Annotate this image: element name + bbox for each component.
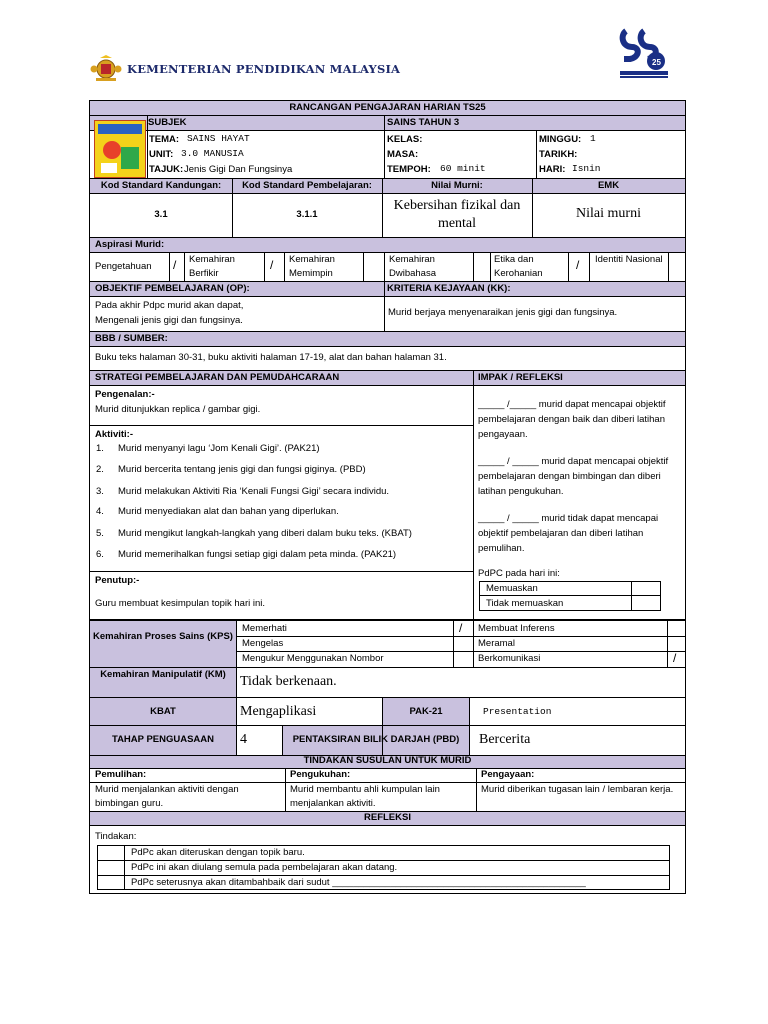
- ts25-logo-icon: [618, 25, 670, 85]
- pengenalan-value: Murid ditunjukkan replica / gambar gigi.: [95, 404, 261, 415]
- aktiviti-item: Murid melakukan Aktiviti Ria ‘Kenali Fungsi Gigi’ secara individu.: [118, 486, 390, 497]
- pengayaan-label: Pengayaan:: [481, 769, 535, 780]
- aspirasi-mark-5: /: [576, 258, 580, 272]
- ksk-value: 3.1: [154, 209, 168, 220]
- unit-value: 3.0 MANUSIA: [181, 148, 244, 159]
- aktiviti-number: 6.: [96, 549, 104, 560]
- tindakan-checkbox-2[interactable]: [98, 861, 124, 875]
- tindakan-option-3: PdPc seterusnya akan ditambahbaik dari sudut ________________________________________________: [131, 877, 586, 888]
- emk-value: Nilai murni: [576, 206, 641, 221]
- minggu-value: 1: [590, 133, 596, 144]
- km-label: Kemahiran Manipulatif (KM): [100, 669, 226, 680]
- pdpc-checkbox-memuaskan[interactable]: [632, 582, 660, 595]
- pdpc-memuaskan: Memuaskan: [486, 583, 538, 594]
- subjek-value: SAINS TAHUN 3: [387, 117, 460, 128]
- aktiviti-number: 3.: [96, 486, 104, 497]
- minggu-label: MINGGU:: [539, 134, 582, 145]
- kelas-label: KELAS:: [387, 134, 423, 145]
- kps-mengelas: Mengelas: [242, 638, 284, 649]
- kriteria-label: KRITERIA KEJAYAAN (KK):: [387, 283, 511, 294]
- ministry-crest-icon: [90, 55, 122, 81]
- pak21-label: PAK-21: [409, 706, 443, 717]
- tempoh-value: 60 minit: [440, 163, 486, 174]
- tajuk-label: TAJUK:: [149, 164, 184, 175]
- susulan-label: TINDAKAN SUSULAN UNTUK MURID: [303, 755, 472, 766]
- bbb-label: BBB / SUMBER:: [95, 333, 168, 344]
- pengukuhan-value: Murid membantu ahli kumpulan lain menjalankan aktiviti.: [290, 784, 440, 809]
- emk-header: EMK: [597, 180, 620, 191]
- hari-value: Isnin: [572, 163, 601, 174]
- impak-1: _____ /_____ murid dapat mencapai objektif pembelajaran dengan baik dan diberi latihan pengayaan.: [478, 399, 666, 440]
- subjek-label: SUBJEK: [148, 117, 187, 128]
- pdpc-tidak-memuaskan: Tidak memuaskan: [486, 598, 564, 609]
- aspirasi-identiti: Identiti Nasional: [595, 254, 663, 265]
- hari-label: HARI:: [539, 164, 566, 175]
- tindakan-option-1: PdPc akan diteruskan dengan topik baru.: [131, 847, 305, 858]
- nilai-murni-value: Kebersihan fizikal dan mental: [393, 198, 521, 231]
- lesson-plan-form: [89, 100, 686, 894]
- refleksi-label: REFLEKSI: [364, 812, 411, 823]
- pak21-value: Presentation: [483, 706, 552, 717]
- pengenalan-label: Pengenalan:-: [95, 389, 155, 400]
- textbook-cover-image: [94, 120, 146, 178]
- kps-mark-memerhati: /: [459, 621, 463, 635]
- unit-label: UNIT:: [149, 149, 174, 160]
- aspirasi-dwibahasa: Kemahiran Dwibahasa: [389, 254, 436, 279]
- ksp-value: 3.1.1: [296, 209, 318, 220]
- penutup-value: Guru membuat kesimpulan topik hari ini.: [95, 598, 266, 609]
- pdpc-checkbox-tidak-memuaskan[interactable]: [632, 596, 660, 610]
- kbat-value: Mengaplikasi: [240, 704, 317, 719]
- aspirasi-berfikir: Kemahiran Berfikir: [189, 254, 235, 279]
- kps-meramal: Meramal: [478, 638, 515, 649]
- pemulihan-value: Murid menjalankan aktiviti dengan bimbingan guru.: [95, 784, 239, 809]
- bbb-value: Buku teks halaman 30-31, buku aktiviti halaman 17-19, alat dan bahan halaman 31.: [95, 352, 447, 363]
- tempoh-label: TEMPOH:: [387, 164, 431, 175]
- tahap-value: 4: [240, 732, 247, 747]
- aktiviti-item: Murid menyediakan alat dan bahan yang diperlukan.: [118, 506, 339, 517]
- objektif-line2: Mengenali jenis gigi dan fungsinya.: [95, 315, 243, 326]
- aspirasi-mark-1: /: [173, 258, 177, 272]
- kps-inferens: Membuat Inferens: [478, 623, 555, 634]
- aktiviti-number: 2.: [96, 464, 104, 475]
- aspirasi-pengetahuan: Pengetahuan: [95, 261, 152, 272]
- ksp-header: Kod Standard Pembelajaran:: [242, 180, 372, 191]
- pdpc-label: PdPC pada hari ini:: [478, 568, 560, 579]
- form-title: RANCANGAN PENGAJARAN HARIAN TS25: [289, 102, 486, 113]
- pemulihan-label: Pemulihan:: [95, 769, 147, 780]
- kps-label: Kemahiran Proses Sains (KPS): [93, 631, 233, 642]
- ministry-name: KEMENTERIAN PENDIDIKAN MALAYSIA: [127, 62, 401, 76]
- kbat-label: KBAT: [150, 706, 176, 717]
- aktiviti-item: Murid mengikut langkah-langkah yang diberi dalam buku teks. (KBAT): [118, 528, 412, 539]
- pbd-label: PENTAKSIRAN BILIK DARJAH (PBD): [292, 734, 460, 745]
- objektif-label: OBJEKTIF PEMBELAJARAN (OP):: [95, 283, 250, 294]
- tarikh-label: TARIKH:: [539, 149, 578, 160]
- aspirasi-memimpin: Kemahiran Memimpin: [289, 254, 335, 279]
- tindakan-option-2: PdPc ini akan diulang semula pada pembelajaran akan datang.: [131, 862, 398, 873]
- nilai-murni-header: Nilai Murni:: [431, 180, 483, 191]
- pengukuhan-label: Pengukuhan:: [290, 769, 351, 780]
- impak-label: IMPAK / REFLEKSI: [478, 372, 563, 383]
- pbd-value: Bercerita: [479, 732, 531, 747]
- aktiviti-item: Murid menyanyi lagu ‘Jom Kenali Gigi’. (PAK21): [118, 443, 320, 454]
- impak-2: _____ / _____ murid dapat mencapai objektif pembelajaran dengan bimbingan dan diberi latihan pengukuhan.: [478, 456, 669, 497]
- tindakan-label: Tindakan:: [95, 831, 137, 842]
- aktiviti-number: 5.: [96, 528, 104, 539]
- tajuk-value: Jenis Gigi Dan Fungsinya: [184, 164, 293, 175]
- kps-mark-berkomunikasi: /: [673, 651, 677, 665]
- aktiviti-item: Murid memerihalkan fungsi setiap gigi dalam peta minda. (PAK21): [118, 549, 397, 560]
- masa-label: MASA:: [387, 149, 419, 160]
- tahap-label: TAHAP PENGUASAAN: [111, 734, 215, 745]
- penutup-label: Penutup:-: [95, 575, 140, 586]
- kps-mengukur: Mengukur Menggunakan Nombor: [242, 653, 384, 664]
- ksk-header: Kod Standard Kandungan:: [100, 180, 222, 191]
- tema-label: TEMA:: [149, 134, 180, 145]
- aspirasi-etika: Etika dan Kerohanian: [494, 254, 543, 279]
- aspirasi-label: Aspirasi Murid:: [95, 239, 165, 250]
- objektif-line1: Pada akhir Pdpc murid akan dapat,: [95, 300, 244, 311]
- aktiviti-label: Aktiviti:-: [95, 429, 133, 440]
- kps-berkomunikasi: Berkomunikasi: [478, 653, 541, 664]
- aktiviti-item: Murid bercerita tentang jenis gigi dan fungsi giginya. (PBD): [118, 464, 366, 475]
- aktiviti-number: 1.: [96, 443, 104, 454]
- tindakan-checkbox-1[interactable]: [98, 846, 124, 860]
- kps-memerhati: Memerhati: [242, 623, 287, 634]
- tindakan-checkbox-3[interactable]: [98, 876, 124, 890]
- svg-text:25: 25: [652, 58, 661, 67]
- aktiviti-number: 4.: [96, 506, 104, 517]
- pengayaan-value: Murid diberikan tugasan lain / lembaran kerja.: [481, 784, 674, 795]
- km-value: Tidak berkenaan.: [240, 674, 337, 689]
- kriteria-value: Murid berjaya menyenaraikan jenis gigi dan fungsinya.: [388, 307, 618, 318]
- tema-value: SAINS HAYAT: [187, 133, 250, 144]
- strategi-label: STRATEGI PEMBELAJARAN DAN PEMUDAHCARAAN: [95, 372, 340, 383]
- aspirasi-mark-2: /: [270, 258, 274, 272]
- impak-3: _____ / _____ murid tidak dapat mencapai objektif pembelajaran dan diberi latihan pemulihan.: [478, 513, 659, 554]
